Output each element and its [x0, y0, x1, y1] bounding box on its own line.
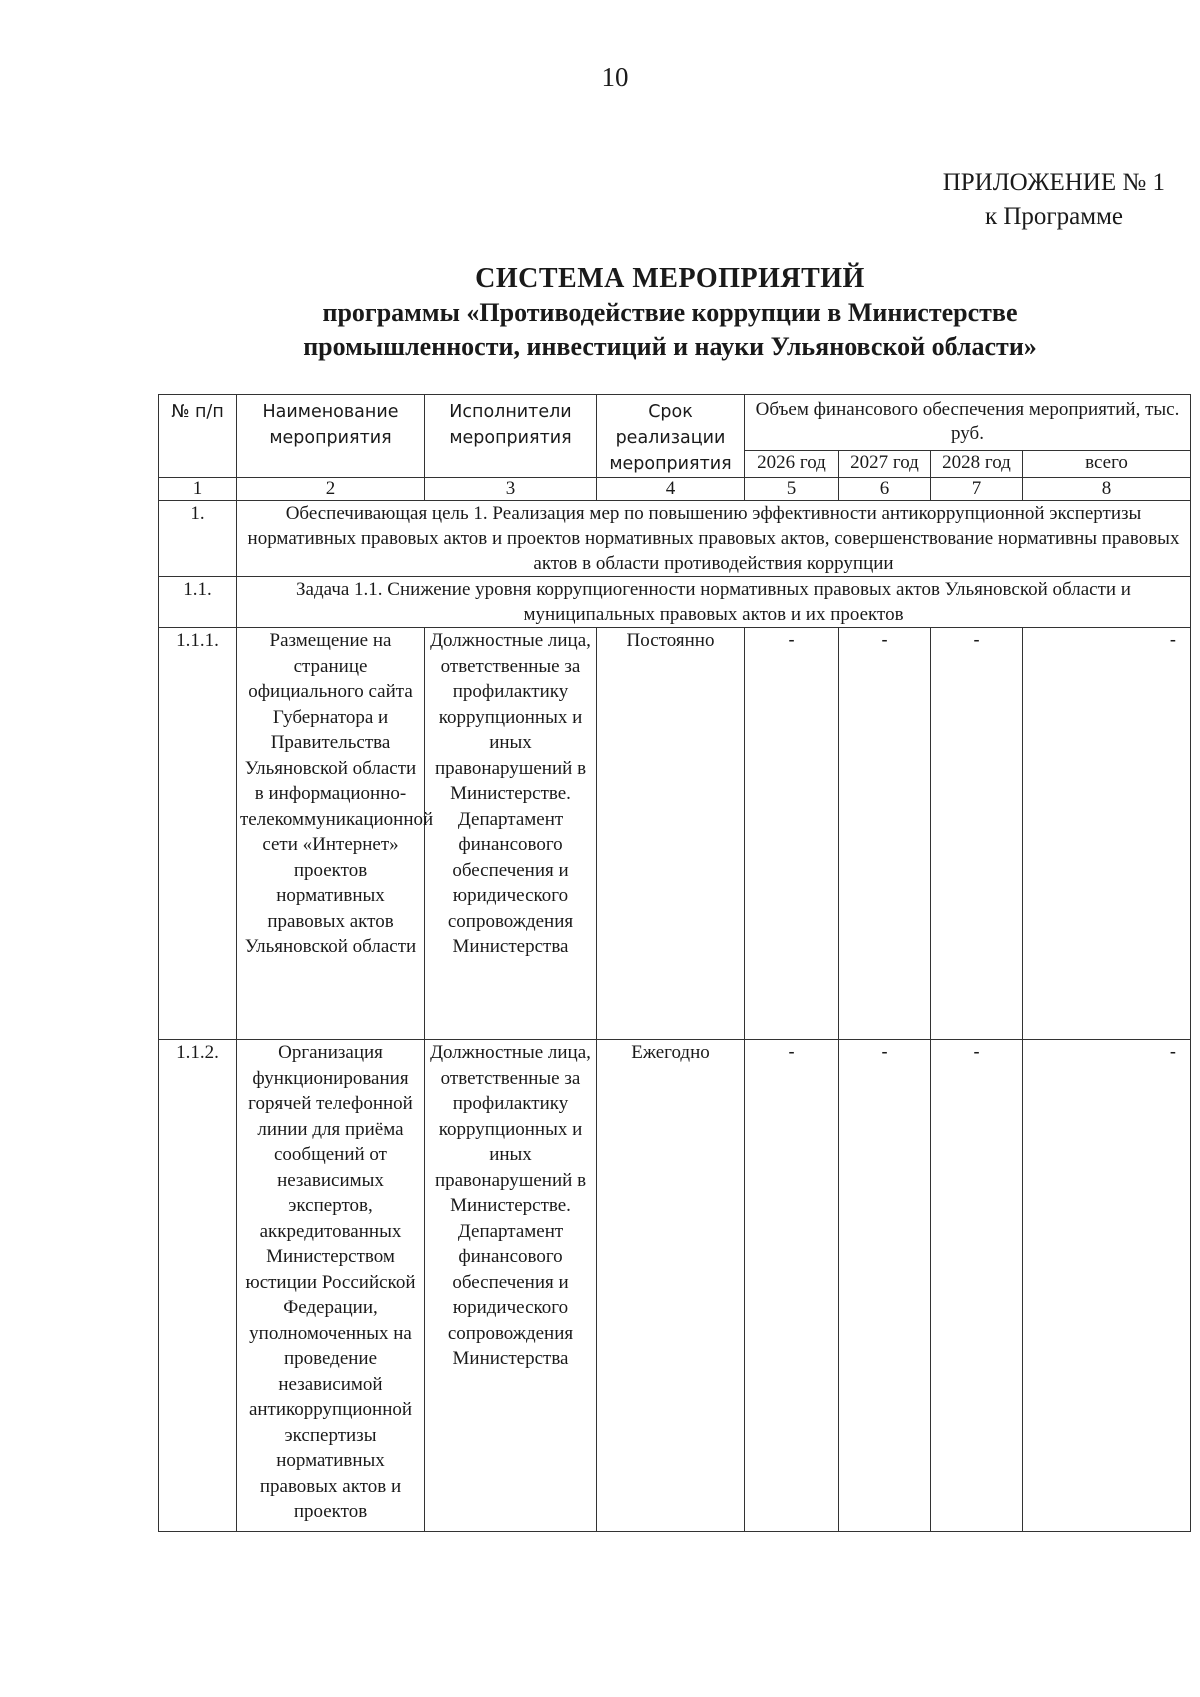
appendix-line-2: к Программе — [984, 203, 1123, 230]
header-num: № п/п — [159, 395, 237, 478]
row-executors: Должностные лица, ответственные за профилактику коррупционных и иных правонарушений в Министерстве. Департамент финансового обеспечения и юридического сопровождения Министерства — [425, 628, 597, 1040]
goal-row — [159, 501, 1191, 577]
task-num: 1.1. — [159, 577, 237, 628]
title-main: СИСТЕМА МЕРОПРИЯТИЙ — [475, 263, 865, 294]
row-term: Постоянно — [597, 628, 745, 1040]
row-term: Ежегодно — [597, 1040, 745, 1532]
row-2027: - — [839, 1040, 931, 1532]
header-term: Срок реализации мероприятия — [597, 395, 745, 478]
col-number-6: 6 — [839, 478, 931, 501]
col-number-5: 5 — [745, 478, 839, 501]
table-row — [159, 628, 1191, 1040]
row-2028: - — [931, 1040, 1023, 1532]
col-number-2: 2 — [237, 478, 425, 501]
row-total: - — [1023, 1040, 1191, 1532]
column-numbers-row — [159, 478, 1191, 501]
header-row — [159, 395, 1191, 451]
col-number-4: 4 — [597, 478, 745, 501]
header-total: всего — [1023, 451, 1191, 478]
table-row — [159, 1040, 1191, 1532]
title-sub-line-1: программы «Противодействие коррупции в Министерстве — [322, 298, 1018, 327]
row-num: 1.1.2. — [159, 1040, 237, 1532]
col-number-7: 7 — [931, 478, 1023, 501]
row-num: 1.1.1. — [159, 628, 237, 1040]
document-title — [150, 262, 1190, 364]
row-2027: - — [839, 628, 931, 1040]
row-name: Размещение на странице официального сайта Губернатора и Правительства Ульяновской области в информационно-телекоммуникационной сети «Интернет» проектов нормативных правовых актов Ульяновской области — [237, 628, 425, 1040]
row-2028: - — [931, 628, 1023, 1040]
header-name: Наименование мероприятия — [237, 395, 425, 478]
header-2028: 2028 год — [931, 451, 1023, 478]
row-name: Организация функционирования горячей телефонной линии для приёма сообщений от независимых экспертов, аккредитованных Министерством юстиции Российской Федерации, уполномоченных на проведение независимой антикоррупционной экспертизы нормативных правовых актов и проектов — [237, 1040, 425, 1532]
goal-num: 1. — [159, 501, 237, 577]
col-number-1: 1 — [159, 478, 237, 501]
appendix-line-1: ПРИЛОЖЕНИЕ № 1 — [942, 169, 1165, 196]
row-2026: - — [745, 628, 839, 1040]
title-sub-line-2: промышленности, инвестиций и науки Ульяновской области» — [303, 332, 1037, 361]
header-2027: 2027 год — [839, 451, 931, 478]
row-executors: Должностные лица, ответственные за профилактику коррупционных и иных правонарушений в Министерстве. Департамент финансового обеспечения и юридического сопровождения Министерства — [425, 1040, 597, 1532]
events-table — [158, 394, 1191, 1532]
row-total: - — [1023, 628, 1191, 1040]
header-finance: Объем финансового обеспечения мероприятий, тыс. руб. — [745, 395, 1191, 451]
header-executors: Исполнители мероприятия — [425, 395, 597, 478]
appendix-label — [943, 166, 1165, 234]
col-number-8: 8 — [1023, 478, 1191, 501]
task-row — [159, 577, 1191, 628]
goal-text: Обеспечивающая цель 1. Реализация мер по повышению эффективности антикоррупционной экспертизы нормативных правовых актов и проектов нормативных правовых актов, совершенствование нормативны правовых актов в области противодействия коррупции — [237, 501, 1191, 577]
task-text: Задача 1.1. Снижение уровня коррупциогенности нормативных правовых актов Ульяновской области и муниципальных правовых актов и их проектов — [237, 577, 1191, 628]
row-2026: - — [745, 1040, 839, 1532]
header-2026: 2026 год — [745, 451, 839, 478]
page-number: 10 — [601, 62, 629, 92]
col-number-3: 3 — [425, 478, 597, 501]
